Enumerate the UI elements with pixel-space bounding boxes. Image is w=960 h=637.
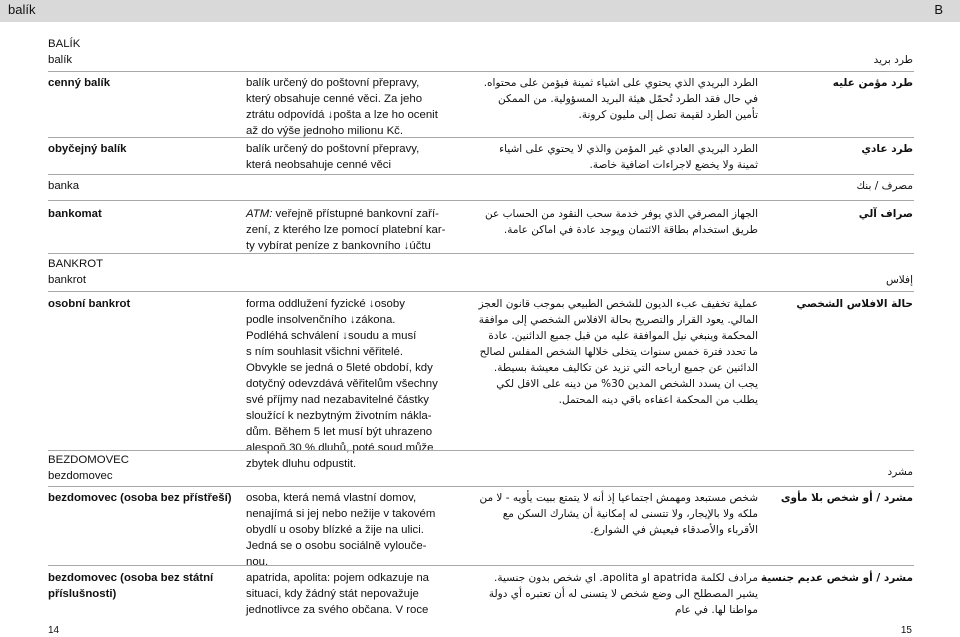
entry-definition-cz xyxy=(246,206,445,254)
page-number-left: 14 xyxy=(48,625,60,636)
arabic-section-term: مشرد xyxy=(887,466,913,478)
divider xyxy=(48,200,914,201)
entry-term: osobní bankrot xyxy=(48,298,131,310)
entry-definition-ar: عملية تخفيف عبء الديون للشخص الطبيعي بموجب قانون العجز المالي. يعود القرار والتصريح بحالة الافلاس الشخصي إلى موافقة المحكمة وينبغي نيل الموافقة عليه من قبل جميع الدائنين. عادة ما تحدد فترة خمس سنوات يتخلى خلالها الشخص المفلس لصالح الدائنين عن جميع ارباحه التي تزيد عن تكاليف معيشة بسيطة. يجب ان يسدد الشخص المدين 30% من دينه على الاقل لكي يطلب من المحكمة اعفاءه باقي دينه المحتمل. xyxy=(478,298,758,406)
entry-definition-cz xyxy=(246,296,438,472)
divider xyxy=(48,291,914,292)
def-line: Obvykle se jedná o 5leté období, kdy xyxy=(246,362,433,374)
def-abbr: ATM: xyxy=(246,208,273,220)
entry-definition-ar: شخص مستبعد ومهمش اجتماعيا إذ أنه لا يتمتع ببيت يأويه - لا من ملكه ولا بالإيجار، ولا تتسنى له إمكانية أن يشارك السكن مع الأقرباء والأصدقاء فيعيش في الشوارع. xyxy=(479,492,758,536)
def-line: jednotlivce za svého občana. V roce xyxy=(246,604,429,616)
running-header xyxy=(0,0,960,22)
def-line: balík určený do poštovní přepravy, xyxy=(246,77,420,89)
entry-term-ar: مشرد / أو شخص بلا مأوى xyxy=(780,492,913,504)
entry-term: cenný balík xyxy=(48,77,111,89)
section-head-bankrot xyxy=(48,256,103,288)
divider xyxy=(48,71,914,72)
section-head-bezdomovec xyxy=(48,452,129,484)
def-line: ztrátu odpovídá ↓pošta a lze ho ocenit xyxy=(246,109,438,121)
entry-term-ar: طرد مؤمن عليه xyxy=(832,77,913,89)
entry-definition-cz xyxy=(246,141,419,173)
def-line xyxy=(246,206,445,222)
def-line: podle insolvenčního ↓zákona. xyxy=(246,314,396,326)
page-number-right: 15 xyxy=(900,625,912,636)
entry-term: obyčejný balík xyxy=(48,143,127,155)
entry-term xyxy=(48,570,213,602)
divider xyxy=(48,486,914,487)
def-line: zbytek dluhu odpustit. xyxy=(246,458,357,470)
entry-term-ar: مشرد / أو شخص عديم جنسية xyxy=(760,572,913,584)
def-line: dotyčný odevzdává věřitelům všechny xyxy=(246,378,438,390)
header-letter: B xyxy=(934,2,943,17)
section-term-upper: BANKROT xyxy=(48,258,104,270)
def-line: obydlí u osoby blízké a žije na ulici. xyxy=(246,524,424,536)
def-line: která neobsahuje cenné věci xyxy=(246,159,392,171)
def-line: nou. xyxy=(246,556,269,568)
def-line: své příjmy nad nezabavitelné částky xyxy=(246,394,429,406)
def-line: alespoň 30 % dluhů, poté soud může xyxy=(246,442,434,454)
entry-definition-ar: الجهاز المصرفي الذي يوفر خدمة سحب النقود من الحساب عن طريق استخدام بطاقة الائتمان ويوجد عادة في اماكن عامة. xyxy=(485,208,758,236)
section-term: balík xyxy=(48,54,73,66)
entry-definition-cz xyxy=(246,570,429,618)
def-line: Podléhá schválení ↓soudu a musí xyxy=(246,330,417,342)
def-line: balík určený do poštovní přepravy, xyxy=(246,143,420,155)
section-head-balik xyxy=(48,36,80,68)
entry-term: bankomat xyxy=(48,208,102,220)
term-line: příslušnosti) xyxy=(48,588,117,600)
def-text: veřejně přístupné bankovní zaří- xyxy=(272,208,439,220)
divider xyxy=(48,450,914,451)
def-line: který obsahuje cenné věci. Za jeho xyxy=(246,93,423,105)
entry-definition-ar: الطرد البريدي العادي غير المؤمن والذي لا يحتوي على اشياء ثمينة ولا يخضع لاجراءات اضافية خاصة. xyxy=(499,143,758,171)
section-head-banka: banka xyxy=(48,180,80,192)
section-term-upper: BEZDOMOVEC xyxy=(48,454,130,466)
term-line: bezdomovec (osoba bez státní xyxy=(48,572,214,584)
def-line: nenajímá si jej nebo nežije v takovém xyxy=(246,508,436,520)
entry-term-ar: حالة الافلاس الشخصي xyxy=(796,298,913,310)
entry-definition-cz xyxy=(246,75,438,139)
def-line: dům. Během 5 let musí být uhrazeno xyxy=(246,426,433,438)
def-line: sloužící k nezbytným životním nákla- xyxy=(246,410,432,422)
def-line: Jedná se o osobu sociálně vylouče- xyxy=(246,540,427,552)
divider xyxy=(48,253,914,254)
arabic-section-term: إفلاس xyxy=(885,274,913,286)
entry-definition-ar: مرادف لكلمة apatrida او apolita. اي شخص بدون جنسية. يشير المصطلح الى وضع شخص لا يتسنى له أن تعتبره أي دولة مواطنا لها. في عام xyxy=(488,572,758,616)
section-term: bankrot xyxy=(48,274,86,286)
def-line: s ním souhlasit všichni věřitelé. xyxy=(246,346,403,358)
section-term: bezdomovec xyxy=(48,470,113,482)
entry-definition-ar: الطرد البريدي الذي يحتوي على اشياء ثمينة فيؤمن على محتواه. في حال فقد الطرد تُحمّل هيئة البريد المسؤولية. من الممكن تأمين الطرد لقيمة تصل إلى مليون كرونة. xyxy=(483,77,758,121)
def-line: forma oddlužení fyzické ↓osoby xyxy=(246,298,405,310)
entry-definition-cz xyxy=(246,490,435,570)
def-line: ty vybírat peníze z bankovního ↓účtu xyxy=(246,240,431,252)
def-line: zení, z kterého lze pomocí platební kar- xyxy=(246,224,446,236)
header-keyword: balík xyxy=(8,2,36,17)
entry-term: bezdomovec (osoba bez přístřeší) xyxy=(48,492,232,504)
arabic-section-term: طرد بريد xyxy=(873,54,913,66)
entry-term-ar: صراف آلي xyxy=(858,208,913,220)
arabic-section-term: مصرف / بنك xyxy=(856,180,913,192)
def-line: osoba, která nemá vlastní domov, xyxy=(246,492,417,504)
divider xyxy=(48,565,914,566)
def-line: apatrida, apolita: pojem odkazuje na xyxy=(246,572,430,584)
section-term-upper: BALÍK xyxy=(48,38,81,50)
divider xyxy=(48,174,914,175)
def-line: situaci, kdy žádný stát nepovažuje xyxy=(246,588,419,600)
divider xyxy=(48,137,914,138)
def-line: až do výše jednoho milionu Kč. xyxy=(246,125,404,137)
entry-term-ar: طرد عادي xyxy=(861,143,913,155)
